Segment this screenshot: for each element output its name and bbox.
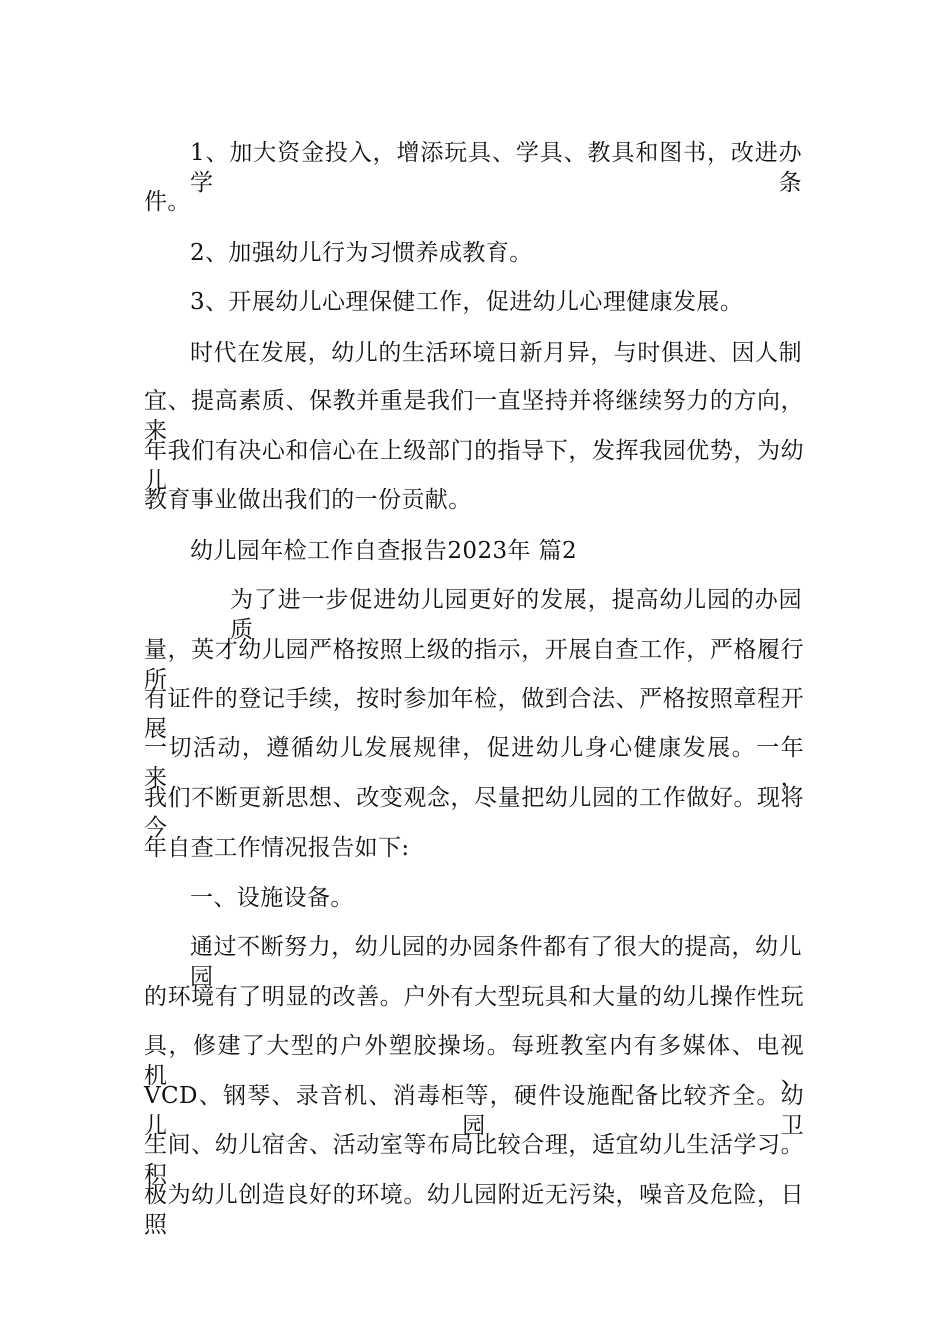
- facilities-paragraph-line-2: 的环境有了明显的改善。户外有大型玩具和大量的幼儿操作性玩: [144, 984, 804, 1010]
- intro-paragraph-line-1: 为了进一步促进幼儿园更好的发展，提高幼儿园的办园质: [230, 587, 802, 643]
- list-item-3: 3、开展幼儿心理保健工作，促进幼儿心理健康发展。: [190, 289, 744, 315]
- facilities-paragraph-line-4: VCD、钢琴、录音机、消毒柜等，硬件设施配备比较齐全。幼儿园卫: [144, 1083, 804, 1139]
- list-item-1-continuation: 件。: [144, 189, 191, 215]
- closing-paragraph-line-1: 时代在发展，幼儿的生活环境日新月异，与时俱进、因人制: [190, 340, 802, 366]
- list-item-2: 2、加强幼儿行为习惯养成教育。: [190, 240, 533, 266]
- facilities-paragraph-line-1: 通过不断努力，幼儿园的办园条件都有了很大的提高，幼儿园: [190, 934, 802, 990]
- intro-paragraph-line-4: 一切活动，遵循幼儿发展规律，促进幼儿身心健康发展。一年来，: [144, 735, 804, 791]
- intro-paragraph-line-6: 年自查工作情况报告如下:: [144, 835, 410, 861]
- intro-paragraph-line-2: 量，英才幼儿园严格按照上级的指示，开展自查工作，严格履行所: [144, 637, 804, 693]
- closing-paragraph-line-4: 教育事业做出我们的一份贡献。: [144, 487, 472, 513]
- closing-paragraph-line-3: 年我们有决心和信心在上级部门的指导下，发挥我园优势，为幼儿: [144, 438, 804, 494]
- intro-paragraph-line-5: 我们不断更新思想、改变观念，尽量把幼儿园的工作做好。现将今: [144, 785, 804, 841]
- facilities-paragraph-line-5: 生间、幼儿宿舍、活动室等布局比较合理，适宜幼儿生活学习。积: [144, 1132, 804, 1188]
- subsection-heading: 一、设施设备。: [190, 885, 354, 911]
- intro-paragraph-line-3: 有证件的登记手续，按时参加年检，做到合法、严格按照章程开展: [144, 686, 804, 742]
- section-heading: 幼儿园年检工作自查报告2023年 篇2: [190, 538, 578, 564]
- closing-paragraph-line-2: 宜、提高素质、保教并重是我们一直坚持并将继续努力的方向，来: [144, 388, 804, 444]
- facilities-paragraph-line-3: 具，修建了大型的户外塑胶操场。每班教室内有多媒体、电视机、: [144, 1033, 804, 1089]
- facilities-paragraph-line-6: 极为幼儿创造良好的环境。幼儿园附近无污染，噪音及危险，日照: [144, 1182, 804, 1238]
- list-item-1: 1、加大资金投入，增添玩具、学具、教具和图书，改进办学条: [190, 140, 802, 196]
